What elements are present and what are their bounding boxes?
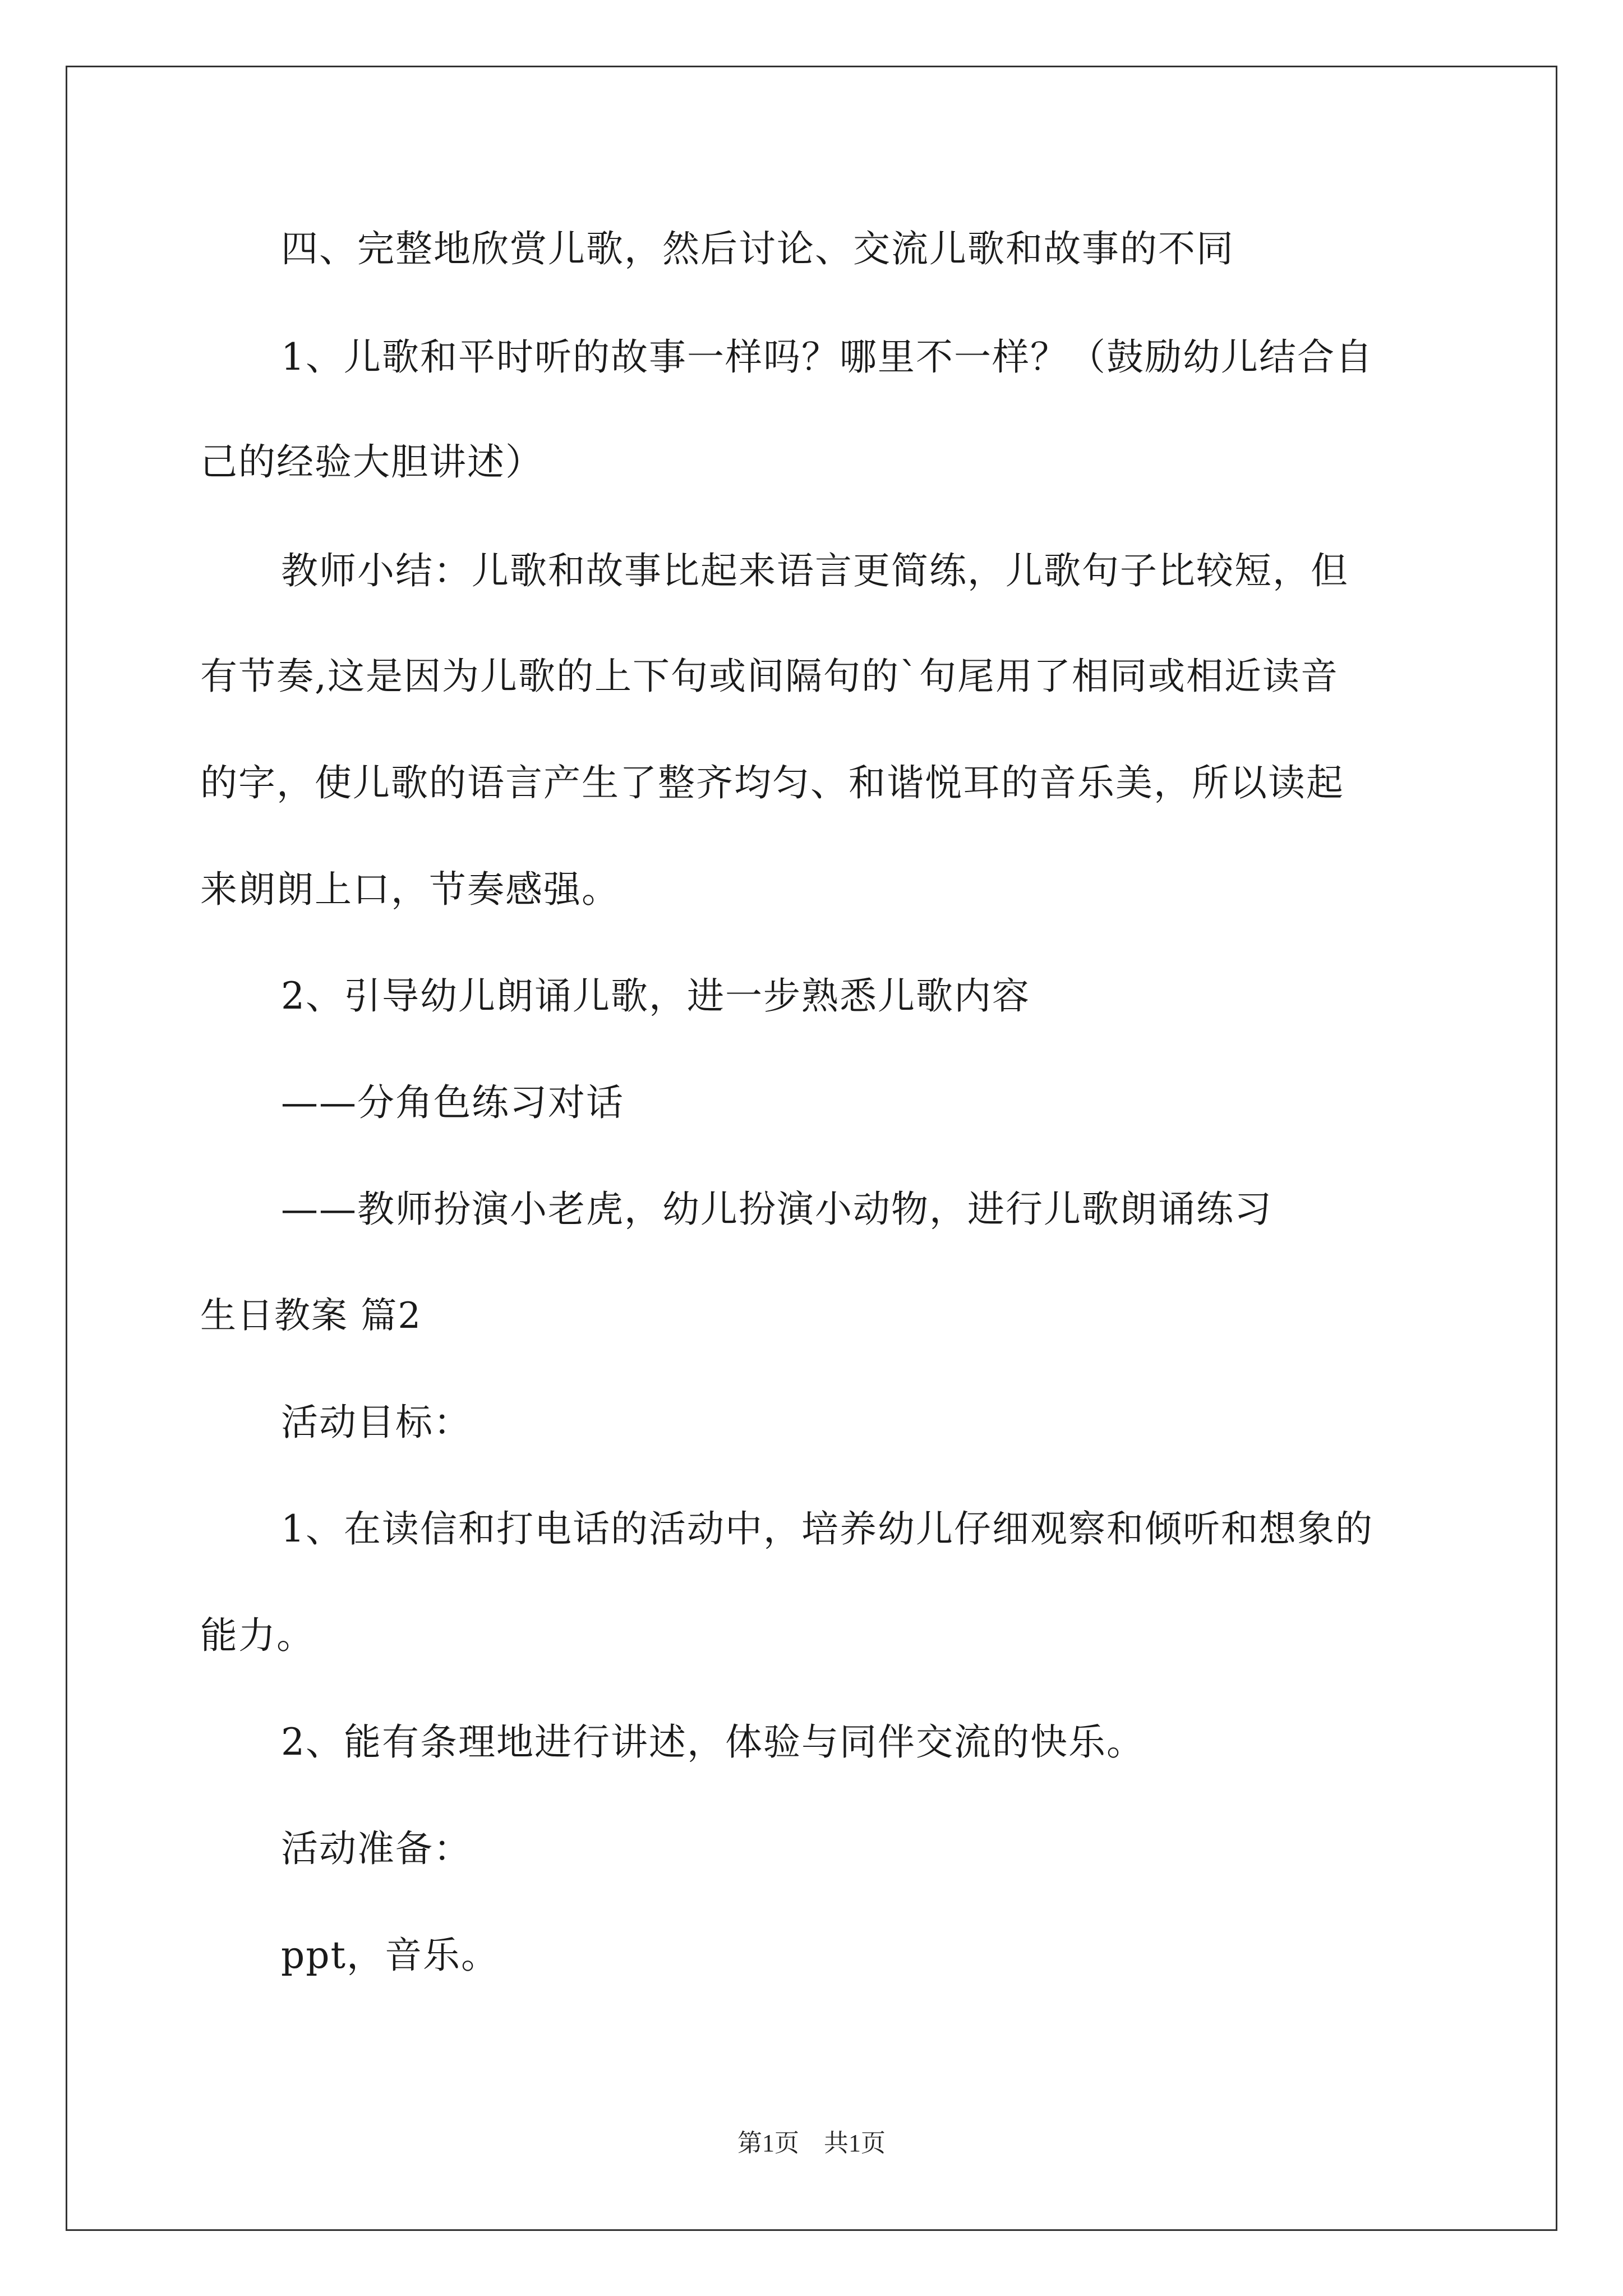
paragraph: 来朗朗上口，节奏感强。: [200, 868, 620, 911]
paragraph: 1、儿歌和平时听的故事一样吗？哪里不一样？（鼓励幼儿结合自: [281, 335, 1373, 379]
list-item: ——分角色练习对话: [281, 1081, 624, 1124]
paragraph: 能力。: [200, 1614, 315, 1657]
paragraph: 1、在读信和打电话的活动中，培养幼儿仔细观察和倾听和想象的: [281, 1507, 1373, 1550]
paragraph: 教师小结：儿歌和故事比起来语言更简练，儿歌句子比较短，但: [281, 549, 1349, 592]
paragraph: 己的经验大胆讲述）: [200, 440, 543, 484]
section-title: 生日教案 篇2: [200, 1295, 422, 1337]
page-footer: 第1页 共1页: [737, 2129, 886, 2157]
page-border: [66, 66, 1557, 2231]
paragraph: ppt，音乐。: [281, 1934, 500, 1977]
paragraph: 2、能有条理地进行讲述，体验与同伴交流的快乐。: [281, 1720, 1145, 1764]
paragraph: 有节奏,这是因为儿歌的上下句或间隔句的`句尾用了相同或相近读音: [200, 655, 1339, 698]
paragraph: 的字，使儿歌的语言产生了整齐均匀、和谐悦耳的音乐美，所以读起: [200, 761, 1344, 804]
paragraph: 2、引导幼儿朗诵儿歌，进一步熟悉儿歌内容: [281, 974, 1030, 1018]
section-heading-4: 四、完整地欣赏儿歌，然后讨论、交流儿歌和故事的不同: [281, 227, 1234, 270]
subheading: 活动准备：: [281, 1827, 472, 1870]
list-item: ——教师扮演小老虎，幼儿扮演小动物，进行儿歌朗诵练习: [281, 1188, 1272, 1231]
subheading: 活动目标：: [281, 1401, 472, 1444]
